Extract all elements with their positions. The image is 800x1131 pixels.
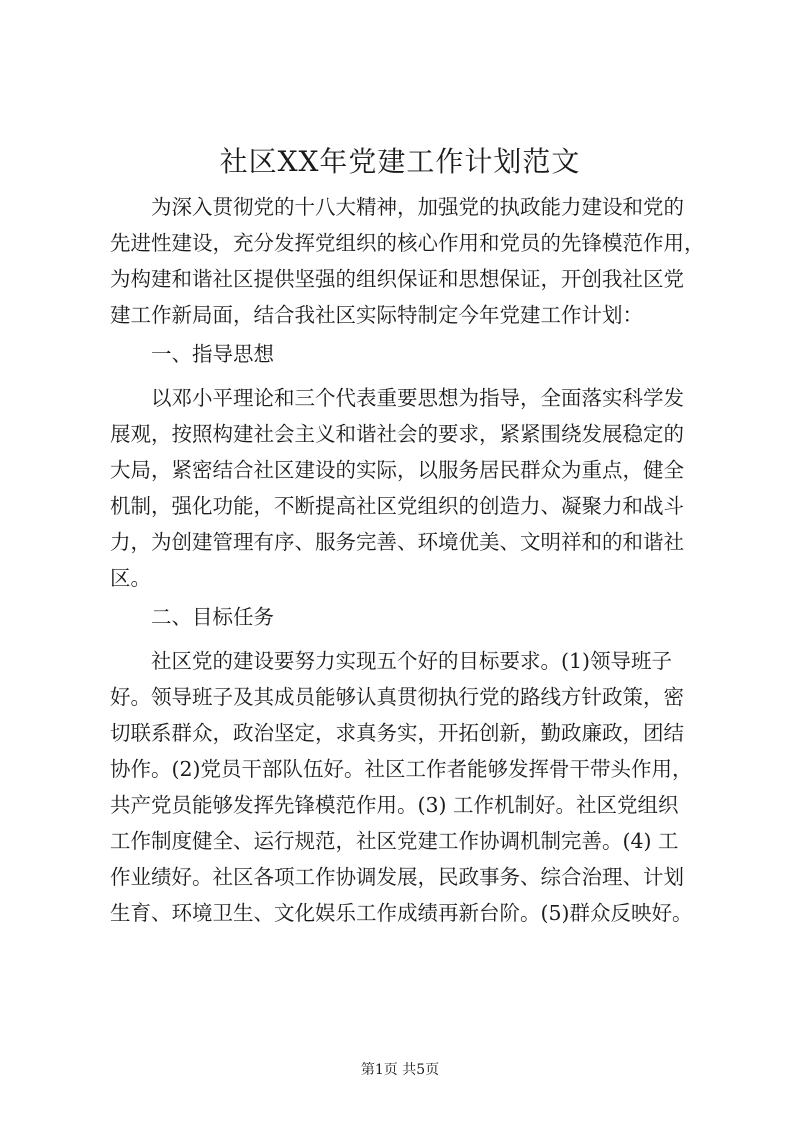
goals-paragraph	[110, 643, 698, 931]
paragraph-line: 共产党员能够发挥先锋模范作用。(3) 工作机制好。社区党组织	[110, 793, 679, 817]
paragraph-line: 协作。(2)党员干部队伍好。社区工作者能够发挥骨干带头作用，	[110, 757, 693, 781]
paragraph-line: 为深入贯彻党的十八大精神，加强党的执政能力建设和党的	[151, 195, 684, 219]
paragraph-line: 以邓小平理论和三个代表重要思想为指导，全面落实科学发	[151, 386, 684, 410]
paragraph-line: 为构建和谐社区提供坚强的组织保证和思想保证，开创我社区党	[110, 267, 684, 291]
paragraph-line: 社区党的建设要努力实现五个好的目标要求。(1)领导班子	[151, 649, 673, 673]
paragraph-line: 展观，按照构建社会主义和谐社会的要求，紧紧围绕发展稳定的	[110, 422, 684, 446]
paragraph-line: 好。领导班子及其成员能够认真贯彻执行党的路线方针政策，密	[110, 685, 684, 709]
guiding-ideology-paragraph	[110, 380, 698, 596]
intro-paragraph	[110, 189, 705, 333]
paragraph-line: 力，为创建管理有序、服务完善、环境优美、文明祥和的和谐社	[110, 530, 684, 554]
document-body	[110, 189, 705, 934]
paragraph-line: 生育、环境卫生、文化娱乐工作成绩再新台阶。(5)群众反映好。	[110, 901, 693, 925]
paragraph-line: 区。	[110, 566, 151, 590]
paragraph-line: 先进性建设，充分发挥党组织的核心作用和党员的先锋模范作用，	[110, 231, 705, 255]
section-heading: 二、目标任务	[151, 605, 274, 629]
page-title: 社区XX年党建工作计划范文	[219, 145, 581, 178]
paragraph-line: 工作制度健全、运行规范，社区党建工作协调机制完善。(4) 工	[110, 829, 679, 853]
paragraph-line: 作业绩好。社区各项工作协调发展，民政事务、综合治理、计划	[110, 865, 684, 889]
page-footer: 第1页 共5页	[360, 1062, 440, 1078]
section-heading: 一、指导思想	[151, 342, 274, 366]
paragraph-line: 机制，强化功能，不断提高社区党组织的创造力、凝聚力和战斗	[110, 494, 684, 518]
paragraph-line: 建工作新局面，结合我社区实际特制定今年党建工作计划：	[110, 303, 643, 327]
paragraph-line: 切联系群众，政治坚定，求真务实，开拓创新，勤政廉政，团结	[110, 721, 684, 745]
section-heading-guiding-ideology	[110, 336, 698, 372]
section-heading-goals	[110, 599, 698, 635]
paragraph-line: 大局，紧密结合社区建设的实际，以服务居民群众为重点，健全	[110, 458, 684, 482]
